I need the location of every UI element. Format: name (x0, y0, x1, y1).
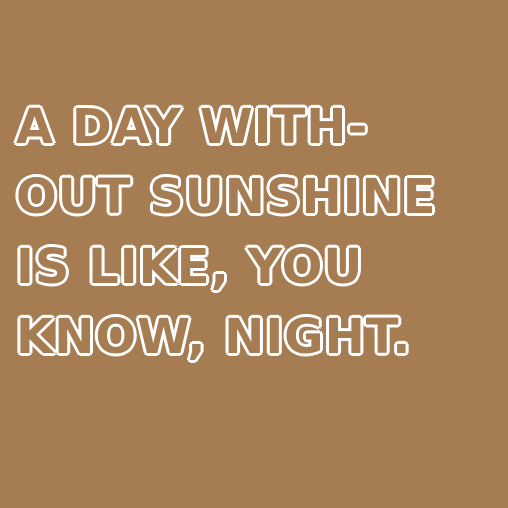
quote-line-2: OUT SUNSHINE (16, 169, 437, 225)
quote-line-1: A DAY WITH- (16, 99, 369, 155)
quote-line-3: IS LIKE, YOU (16, 239, 364, 295)
quote-line-4: KNOW, NIGHT. (16, 309, 412, 365)
quote-text (16, 92, 496, 372)
